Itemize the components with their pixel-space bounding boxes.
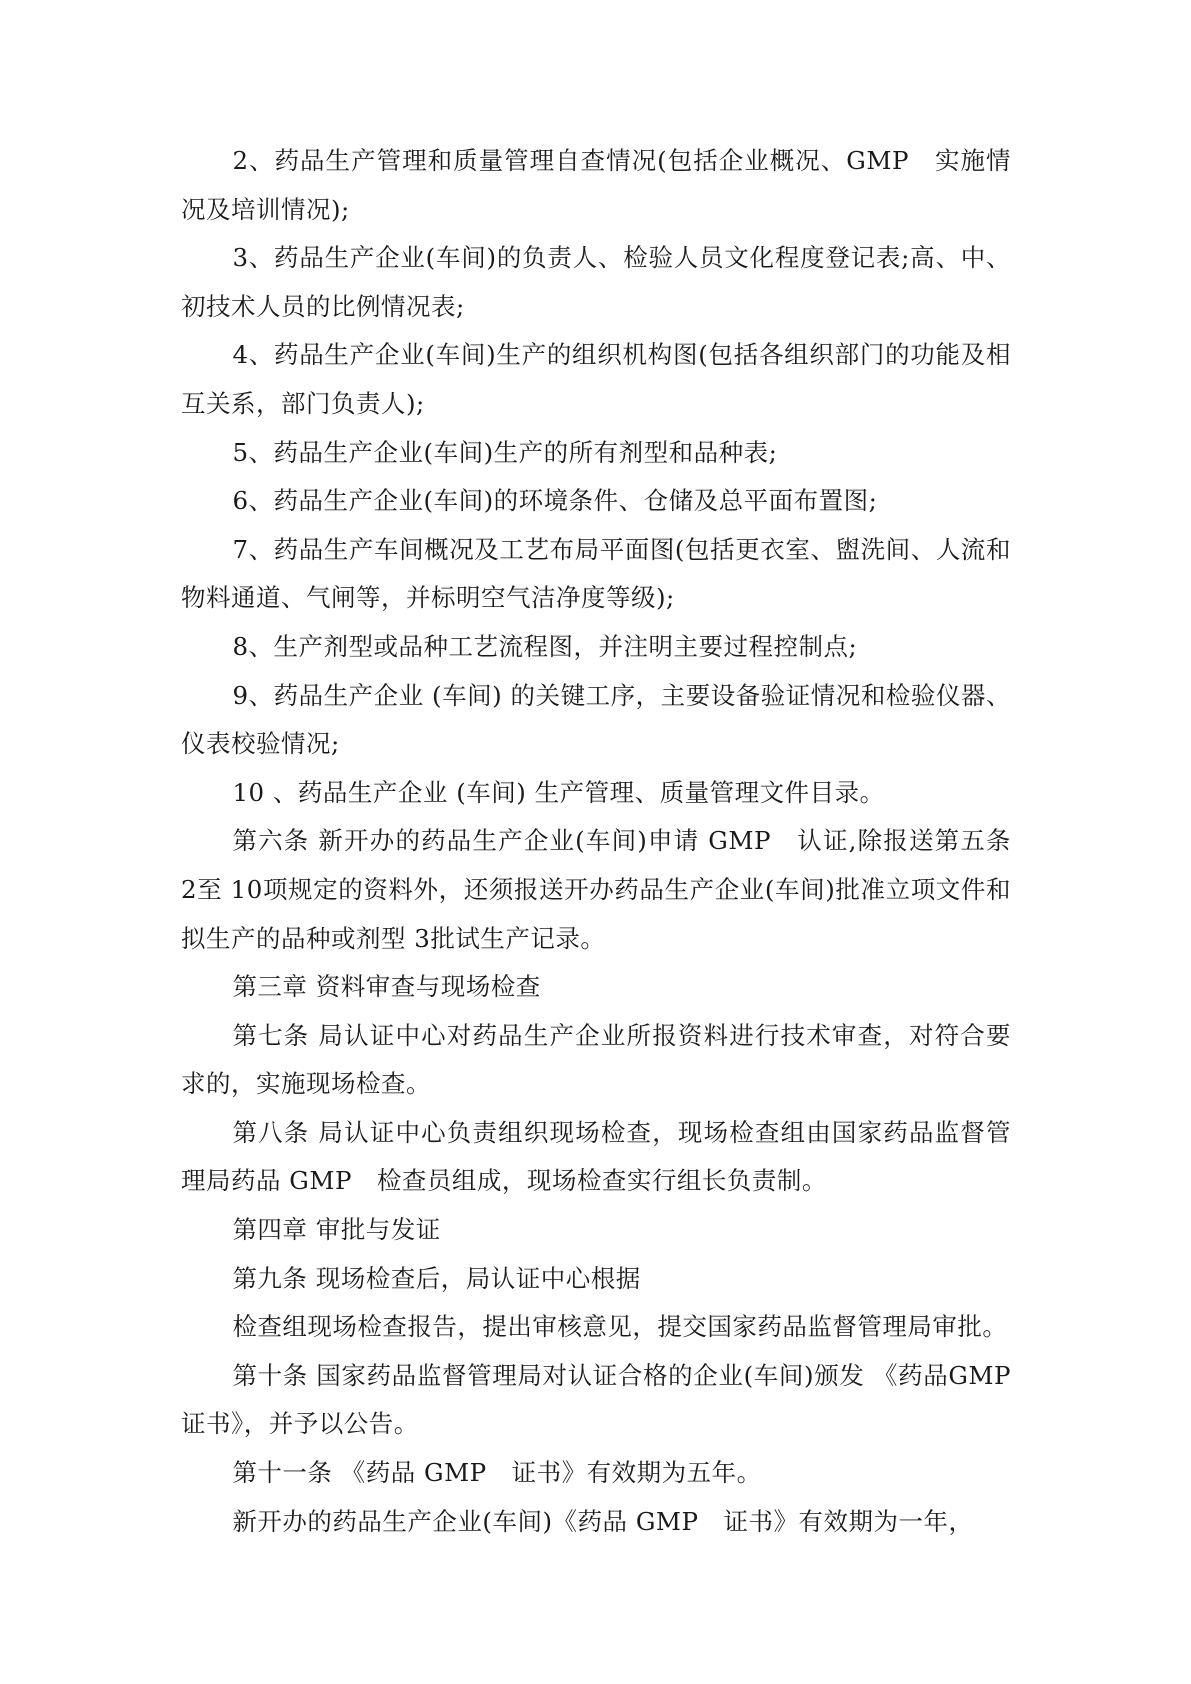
article-9: 第九条 现场检查后，局认证中心根据: [232, 1263, 641, 1293]
paragraph-item-2: 2、药品生产管理和质量管理自查情况(包括企业概况、GMP 实施情况及培训情况);: [181, 146, 1011, 224]
chapter-3-heading: 第三章 资料审查与现场检查: [232, 972, 541, 1002]
paragraph-item-9: 9、药品生产企业 (车间) 的关键工序，主要设备验证情况和检验仪器、仪表校验情况;: [181, 680, 1011, 759]
article-6: 第六条 新开办的药品生产企业(车间)申请 GMP 认证,除报送第五条 2至 10项规定的资料外，还须报送开办药品生产企业(车间)批准立项文件和拟生产的品种或剂型 3批试生产记录。: [181, 826, 1011, 953]
document-body: [181, 137, 1036, 1546]
chapter-4-heading: 第四章 审批与发证: [232, 1215, 441, 1245]
article-11: 第十一条 《药品 GMP 证书》有效期为五年。: [232, 1458, 762, 1488]
article-8: 第八条 局认证中心负责组织现场检查，现场检查组由国家药品监督管理局药品 GMP 检查员组成，现场检查实行组长负责制。: [181, 1117, 1011, 1196]
paragraph-item-3: 3、药品生产企业(车间)的负责人、检验人员文化程度登记表;高、中、初技术人员的比例情况表;: [181, 243, 1011, 321]
paragraph-item-4: 4、药品生产企业(车间)生产的组织机构图(包括各组织部门的功能及相互关系，部门负责人);: [181, 340, 1011, 418]
paragraph-item-7: 7、药品生产车间概况及工艺布局平面图(包括更衣室、盥洗间、人流和物料通道、气闸等，并标明空气洁净度等级);: [181, 534, 1011, 613]
paragraph-item-10: 10 、药品生产企业 (车间) 生产管理、质量管理文件目录。: [232, 777, 885, 807]
article-9-continued: 检查组现场检查报告，提出审核意见，提交国家药品监督管理局审批。: [232, 1312, 1008, 1342]
paragraph-item-5: 5、药品生产企业(车间)生产的所有剂型和品种表;: [232, 437, 778, 467]
article-11-continued: 新开办的药品生产企业(车间)《药品 GMP 证书》有效期为一年，: [232, 1506, 974, 1536]
paragraph-item-6: 6、药品生产企业(车间)的环境条件、仓储及总平面布置图;: [232, 486, 878, 516]
article-10: 第十条 国家药品监督管理局对认证合格的企业(车间)颁发 《药品GMP 证书》，并予以公告。: [181, 1360, 1036, 1439]
article-7: 第七条 局认证中心对药品生产企业所报资料进行技术审查，对符合要求的，实施现场检查。: [181, 1020, 1011, 1099]
paragraph-item-8: 8、生产剂型或品种工艺流程图，并注明主要过程控制点;: [232, 631, 858, 661]
